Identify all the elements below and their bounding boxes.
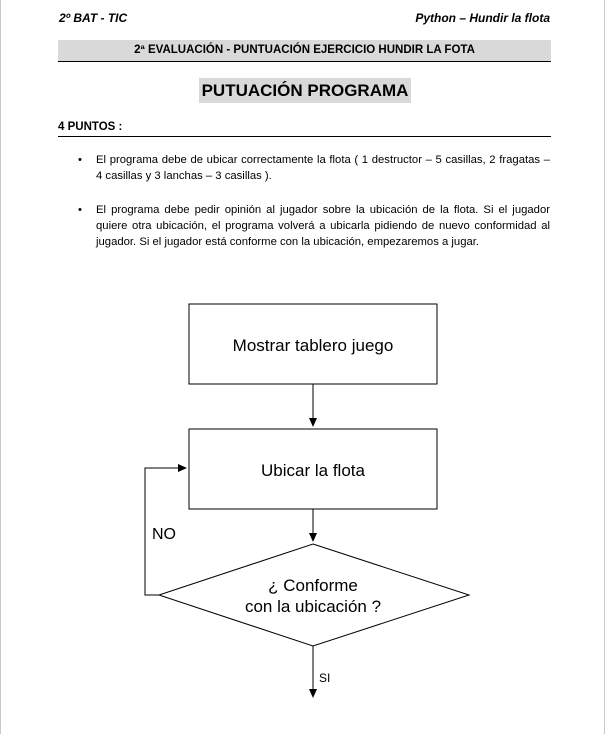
bullet-icon: • bbox=[78, 204, 82, 216]
process-box-place-fleet-label: Ubicar la flota bbox=[261, 461, 365, 480]
header-course: 2º BAT - TIC bbox=[59, 11, 128, 25]
decision-label-line2: con la ubicación ? bbox=[244, 597, 382, 616]
process-box-show-board-label: Mostrar tablero juego bbox=[232, 336, 394, 355]
list-item-text: El programa debe pedir opinión al jugador sobre la ubicación de la flota. Si el jugador quiere otra ubicación, el programa volverá a ubicarla pidiendo de nuevo conformidad al jugador. Si el jugador está conforme con la ubicación, empezaremos a jugar. bbox=[96, 204, 550, 248]
list-item-text: El programa debe de ubicar correctamente la flota ( 1 destructor – 5 casillas, 2 fragatas – 4 casillas y 3 lanchas – 3 casillas ). bbox=[96, 154, 550, 182]
header-subject: Python – Hundir la flota bbox=[415, 11, 550, 25]
page-title: PUTUACIÓN PROGRAMA bbox=[199, 78, 411, 103]
bullet-icon: • bbox=[78, 154, 82, 166]
yes-branch-label: SI bbox=[319, 671, 331, 685]
evaluation-banner: 2ª EVALUACIÓN - PUNTUACIÓN EJERCICIO HUNDIR LA FOTA bbox=[58, 40, 551, 62]
decision-label-line1: ¿ Conforme bbox=[268, 576, 358, 595]
decision-diamond bbox=[159, 544, 469, 646]
no-branch-label: NO bbox=[152, 526, 176, 543]
points-label: 4 PUNTOS : bbox=[58, 120, 551, 137]
